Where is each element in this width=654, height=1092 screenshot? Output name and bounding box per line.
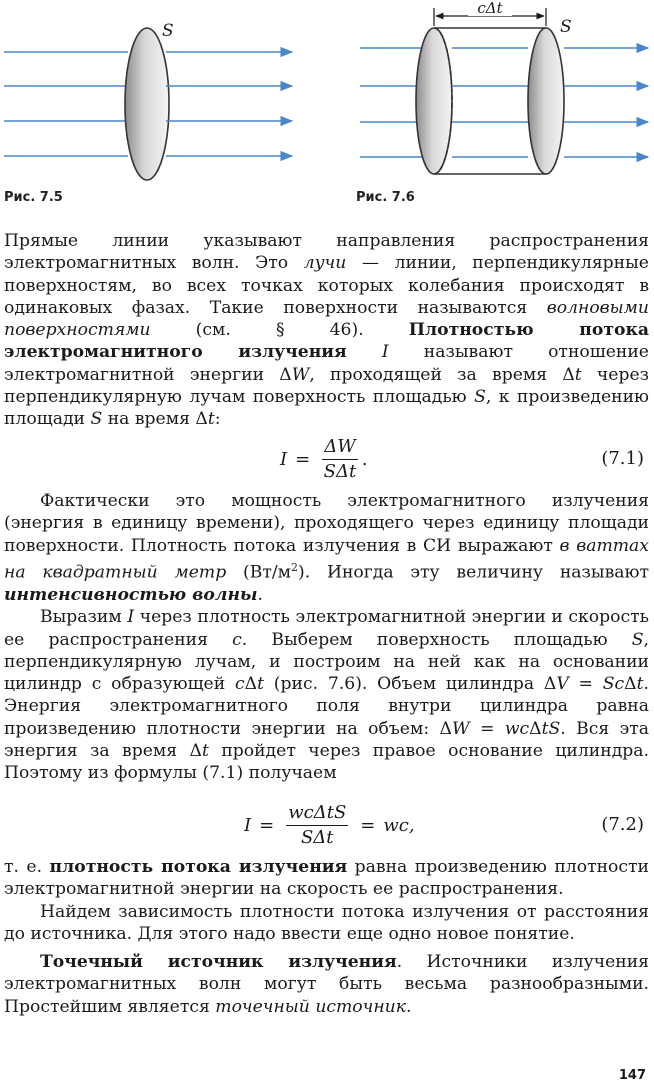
text xyxy=(347,342,382,362)
paragraph-3 xyxy=(4,606,649,784)
var: c xyxy=(235,674,245,695)
paragraph-5 xyxy=(4,901,649,946)
bold-italic-term-intensity: интенсивностью волны xyxy=(4,584,258,605)
page-number: 147 xyxy=(618,1068,646,1083)
text: = xyxy=(568,674,603,695)
denominator: SΔt xyxy=(323,461,357,482)
numerator: wcΔtS xyxy=(286,802,348,826)
var: W xyxy=(451,718,470,739)
figure-7-5 xyxy=(0,0,300,200)
superscript: 2 xyxy=(291,560,299,574)
italic-term-point-source: точечный источник xyxy=(215,996,407,1017)
formula-rhs: wc, xyxy=(383,815,415,836)
text: (рис. 7.6). Объем цилиндра Δ xyxy=(263,674,557,695)
var: W xyxy=(291,364,310,385)
ray-lines-incoming xyxy=(360,48,422,157)
var: t xyxy=(257,674,264,695)
text: Выразим xyxy=(40,607,128,628)
text: равна произведению плотности электромагнитной энергии на скорость ее распространения. xyxy=(4,857,649,900)
equals-sign: = xyxy=(360,815,376,836)
text: Фактически это мощность электромагнитного излучения (энергия в единицу времени), проходящего через единицу площади поверхности. Плотность потока излучения в СИ выражают xyxy=(4,491,649,556)
text: т. е. xyxy=(4,857,50,877)
text: Δ xyxy=(624,674,637,695)
label-S: S xyxy=(162,21,174,41)
figure-7-6 xyxy=(352,0,654,200)
body-text-block-3 xyxy=(4,856,649,1018)
caption-fig-7-6: Рис. 7.6 xyxy=(356,190,415,205)
text: Найдем зависимость плотности потока излучения от расстояния до источника. Для этого надо ввести еще одно новое понятие. xyxy=(4,901,649,944)
text: через плотность электромагнитной энергии и скорость ее распространения xyxy=(4,607,649,650)
text: = xyxy=(469,718,505,739)
var: Sc xyxy=(602,674,625,695)
formula-lhs: I xyxy=(280,449,288,470)
var: tS xyxy=(541,718,561,739)
text: Δ xyxy=(244,674,258,695)
body-text-block-1 xyxy=(4,230,649,431)
text: (Вт/м xyxy=(226,562,292,583)
formula-7-2 xyxy=(0,802,650,862)
paragraph-1 xyxy=(4,230,649,431)
fraction xyxy=(286,802,348,849)
text: . Энергия электромагнитного поля внутри цилиндра равна произведению плотности энергии на объем: Δ xyxy=(4,674,649,739)
wave-surface-S xyxy=(125,28,169,180)
text: на время Δ xyxy=(102,409,208,430)
text: (см. § 46). xyxy=(150,320,409,341)
label-cdt: cΔt xyxy=(477,0,503,17)
formula-lhs: I xyxy=(244,815,252,836)
paragraph-6 xyxy=(4,951,649,1018)
equals-sign: = xyxy=(259,815,275,836)
text: . Источники излучения электромагнитных волн могут быть весьма разнообразными. Простейшим является xyxy=(4,952,650,1017)
text: , проходящей за время Δ xyxy=(309,364,575,385)
label-S: S xyxy=(560,17,572,37)
ray-lines-right xyxy=(166,52,292,156)
paragraph-4 xyxy=(4,856,649,901)
text: Прямые линии указывают направления распространения электромагнитных волн. Это xyxy=(4,231,649,274)
text: , к произведению площади xyxy=(4,387,649,430)
var: t xyxy=(207,409,215,430)
var: I xyxy=(127,607,135,628)
var: c xyxy=(232,629,242,650)
var: t xyxy=(201,741,209,761)
bold-term-flux-density: плотность потока излучения xyxy=(49,857,348,877)
var: wc xyxy=(504,718,530,739)
equals-sign: = xyxy=(295,449,311,470)
text: . Выберем поверхность площадью xyxy=(241,629,632,650)
var: t xyxy=(636,674,644,695)
text: Δ xyxy=(529,718,542,739)
text: пройдет через правое основание цилиндра. Поэтому из формулы (7.1) получаем xyxy=(4,741,649,784)
var: I xyxy=(381,342,389,363)
caption-fig-7-5: Рис. 7.5 xyxy=(4,190,63,205)
text: через перпендикулярную лучам поверхность площадью xyxy=(4,364,649,408)
text: . xyxy=(406,996,412,1017)
text: : xyxy=(214,409,221,430)
var: V xyxy=(556,674,569,695)
paragraph-2 xyxy=(4,490,649,606)
ray-lines-left xyxy=(4,52,128,156)
fraction xyxy=(322,436,358,483)
var: S xyxy=(631,629,644,650)
cylinder-right-base xyxy=(528,28,564,174)
text: , перпендикулярную лучам, и построим на ней как на основании цилиндр с образующей xyxy=(4,629,650,695)
bold-term-flux-density: Плотностью потока электромагнитного излучения xyxy=(4,320,649,363)
text: называют отношение электромагнитной энергии Δ xyxy=(4,342,649,385)
var: S xyxy=(474,387,486,408)
italic-unit: в ваттах на квадратный метр xyxy=(4,535,649,583)
equation-number: (7.2) xyxy=(601,814,644,835)
var: S xyxy=(90,409,103,430)
italic-term-wave-surfaces: волновыми поверхностями xyxy=(4,297,649,341)
equation-number: (7.1) xyxy=(601,448,644,469)
ray-lines-outgoing xyxy=(564,48,648,157)
formula-7-1 xyxy=(0,436,650,496)
text: . xyxy=(257,584,263,605)
var: t xyxy=(574,364,582,385)
body-text-block-2 xyxy=(4,490,649,785)
period: . xyxy=(361,449,368,470)
text: . Вся эта энергия за время Δ xyxy=(4,718,649,761)
denominator: SΔt xyxy=(300,827,334,848)
text: ). Иногда эту величину называют xyxy=(298,562,649,583)
numerator: ΔW xyxy=(322,436,358,460)
text: — линии, перпендикулярные поверхностям, во всех точках которых колебания происходят в одинаковых фазах. Такие поверхности называются xyxy=(4,253,649,318)
italic-term-rays: лучи xyxy=(303,253,347,274)
bold-term-point-source: Точечный источник излучения xyxy=(40,952,397,973)
